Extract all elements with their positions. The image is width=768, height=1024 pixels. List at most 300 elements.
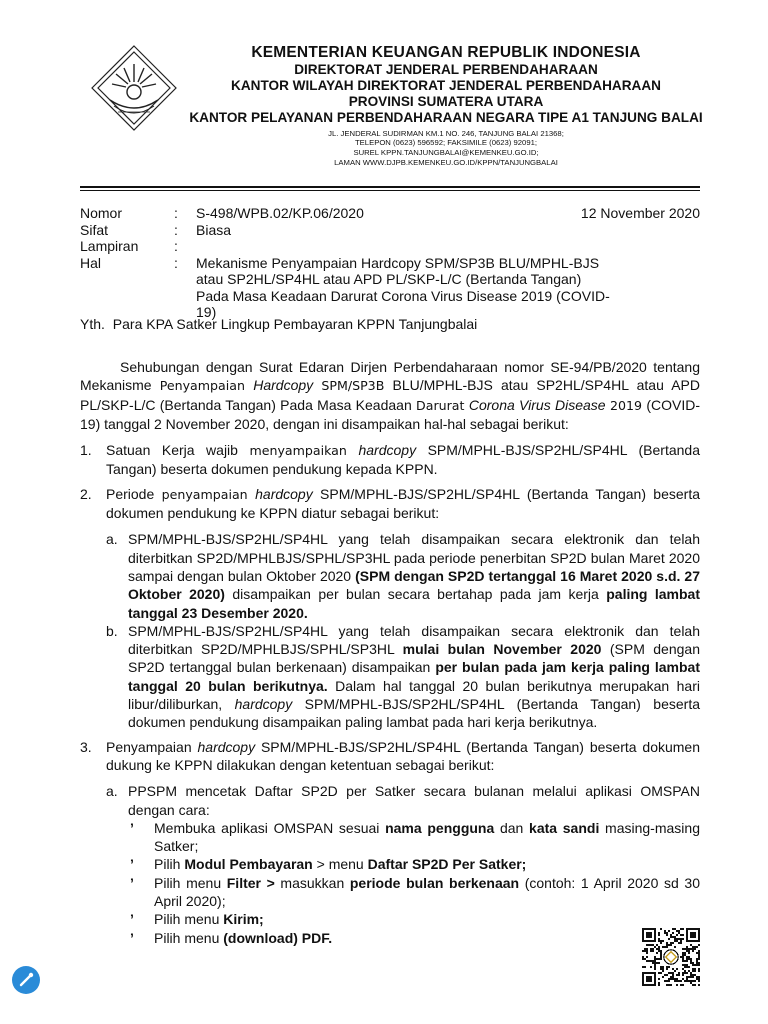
qr-module	[696, 946, 698, 948]
qr-module	[662, 976, 664, 978]
qr-module	[686, 966, 688, 968]
qr-module	[698, 956, 700, 958]
qr-module	[698, 952, 700, 954]
qr-module	[694, 946, 696, 948]
text-run: Pilih menu	[154, 929, 224, 946]
qr-module	[684, 972, 686, 974]
qr-module	[646, 948, 648, 950]
qr-module	[686, 980, 688, 982]
qr-module	[682, 938, 684, 940]
sub-text-line: PPSPM mencetak Daftar SP2D per Satker secara bulanan melalui aplikasi OMSPAN dengan cara:	[128, 783, 700, 818]
text-run: SPM/MPHL-BJS/SP2HL/SP4HL (Bertanda Tangan) beserta dokumen dukung ke KPPN dilakukan dengan ketentuan sebagai berikut:	[106, 738, 701, 773]
qr-module	[690, 980, 692, 982]
qr-module	[646, 944, 648, 946]
qr-module	[690, 960, 692, 962]
text-run: Modul Pembayaran	[184, 856, 313, 873]
text-run: hardcopy	[358, 442, 417, 459]
qr-module	[688, 948, 690, 950]
step-4	[128, 910, 700, 928]
list-text	[106, 738, 700, 947]
qr-module	[688, 970, 690, 972]
qr-module	[668, 972, 670, 974]
text-run: Hardcopy	[253, 377, 314, 394]
letterhead	[186, 44, 706, 168]
colon: :	[174, 254, 178, 271]
text-run: paling lambat tanggal 23 Desember 2020.	[128, 586, 701, 621]
qr-module	[678, 932, 680, 934]
qr-module	[666, 974, 668, 976]
qr-module	[668, 980, 670, 982]
qr-module	[692, 980, 694, 982]
qr-module	[676, 980, 678, 982]
qr-module	[664, 980, 666, 982]
qr-module	[680, 956, 682, 958]
qr-module	[684, 970, 686, 972]
lampiran-value	[196, 238, 700, 255]
qr-module	[670, 944, 672, 946]
text-run: SPM/MPHL-BJS/SP2HL/SP4HL (Bertanda Tangan) beserta dokumen pendukung kepada KPPN.	[106, 442, 700, 478]
sub-item-3a	[106, 782, 700, 947]
qr-module	[682, 948, 684, 950]
qr-module	[678, 972, 680, 974]
text-run: periode bulan berkenaan	[349, 874, 520, 891]
text-run: nama pengguna	[385, 819, 495, 836]
text-run: kata sandi	[529, 819, 600, 836]
qr-module	[658, 962, 660, 964]
qr-module	[660, 954, 662, 956]
qr-module	[652, 948, 654, 950]
text-run: Darurat	[416, 397, 469, 413]
qr-module	[642, 950, 644, 952]
qr-module	[674, 938, 676, 940]
qr-module	[652, 944, 654, 946]
qr-module	[660, 966, 662, 968]
qr-module	[658, 984, 660, 986]
qr-module	[652, 960, 654, 962]
letter-meta	[80, 205, 700, 321]
province-name: PROVINSI SUMATERA UTARA	[348, 93, 544, 109]
qr-module	[698, 976, 700, 978]
hal-label: Hal	[80, 254, 102, 271]
qr-module	[674, 946, 676, 948]
qr-module	[690, 974, 692, 976]
qr-module	[666, 932, 668, 934]
phone-line: TELEPON (0623) 596592; FAKSIMILE (0623) 92091;	[354, 138, 538, 148]
qr-module	[684, 954, 686, 956]
qr-module	[682, 952, 684, 954]
sub-text	[128, 530, 700, 621]
qr-module	[660, 958, 662, 960]
intro-paragraph	[80, 358, 700, 433]
qr-module	[684, 948, 686, 950]
qr-module	[666, 946, 668, 948]
text-run: Dalam hal tanggal 20 bulan berikutnya merupakan hari libur/diliburkan,	[128, 677, 700, 713]
qr-module	[696, 958, 698, 960]
qr-module	[682, 964, 684, 966]
lampiran-row	[80, 238, 700, 255]
qr-module	[692, 968, 694, 970]
qr-module	[676, 978, 678, 980]
list-number: 3.	[80, 738, 92, 755]
qr-module	[682, 954, 684, 956]
qr-module	[674, 978, 676, 980]
qr-module	[682, 972, 684, 974]
qr-module	[664, 930, 666, 932]
qr-module	[642, 956, 644, 958]
qr-module	[692, 946, 694, 948]
qr-module	[696, 978, 698, 980]
text-run: SPM/SP3B	[313, 378, 385, 394]
nomor-value: S-498/WPB.02/KP.06/2020	[196, 205, 364, 221]
qr-module	[660, 952, 662, 954]
text-run: Pilih	[154, 856, 185, 873]
qr-module	[670, 972, 672, 974]
qr-module	[652, 962, 654, 964]
text-run: (COVID-19) tanggal 2 November 2020, dengan ini disampaikan hal-hal sebagai berikut:	[80, 396, 700, 432]
text-run: (SPM dengan SP2D tertanggal 16 Maret 2020 s.d. 27 Oktober 2020)	[128, 567, 700, 603]
text-run: Sehubungan dengan Surat Edaran Dirjen Perbendaharaan nomor SE-94/PB/2020 tentang Mekanisme	[80, 359, 700, 394]
qr-module	[698, 984, 700, 986]
qr-module	[654, 964, 656, 966]
qr-module	[662, 966, 664, 968]
qr-module	[666, 934, 668, 936]
qr-module	[666, 966, 668, 968]
text-run: Membuka aplikasi OMSPAN sesuai	[154, 819, 386, 836]
qr-module	[660, 928, 662, 930]
qr-module	[686, 978, 688, 980]
qr-module	[694, 970, 696, 972]
office-name: KANTOR PELAYANAN PERBENDAHARAAN NEGARA TIPE A1 TANJUNG BALAI	[189, 109, 703, 125]
qr-module	[682, 984, 684, 986]
sifat-value: Biasa	[196, 221, 232, 238]
qr-module	[678, 980, 680, 982]
qr-module	[678, 974, 680, 976]
qr-module	[682, 934, 684, 936]
qr-module	[650, 944, 652, 946]
qr-module	[684, 964, 686, 966]
qr-module	[682, 968, 684, 970]
list-item-3	[80, 738, 700, 947]
qr-module	[698, 968, 700, 970]
pen-icon	[12, 966, 40, 994]
sub-letter: b.	[106, 622, 118, 639]
qr-module	[694, 948, 696, 950]
qr-module	[692, 974, 694, 976]
text-run: (download) PDF.	[223, 929, 333, 946]
qr-module	[666, 980, 668, 982]
qr-module	[670, 934, 672, 936]
qr-module	[690, 944, 692, 946]
qr-module	[646, 960, 648, 962]
qr-module	[650, 950, 652, 952]
qr-module	[660, 968, 662, 970]
qr-module	[672, 936, 674, 938]
qr-module	[680, 934, 682, 936]
text-run: 2019	[605, 397, 643, 413]
list-text	[106, 485, 700, 732]
qr-module	[682, 956, 684, 958]
text-run: Pilih menu	[154, 911, 224, 928]
text-run: Penyampaian	[159, 378, 254, 394]
qr-module	[690, 962, 692, 964]
text-run: penyampaian	[161, 486, 256, 502]
sub-letter: a.	[106, 783, 118, 800]
text-run: disampaikan per bulan secara bertahap pada jam kerja	[224, 586, 607, 603]
qr-module	[698, 944, 700, 946]
qr-module	[686, 948, 688, 950]
hal-value: Mekanisme Penyampaian Hardcopy SPM/SP3B BLU/MPHL-BJS atau SP2HL/SP4HL atau APD PL/SKP-L/C (Bertanda Tangan) Pada Masa Keadaan Darurat Corona Virus Disease 2019 (COVID-19)	[196, 254, 610, 320]
qr-module	[672, 932, 674, 934]
qr-module	[644, 948, 646, 950]
qr-module	[666, 942, 668, 944]
step-text	[154, 855, 700, 873]
qr-module	[656, 962, 658, 964]
step-text	[154, 929, 700, 947]
qr-module	[692, 976, 694, 978]
qr-module	[696, 952, 698, 954]
qr-module	[646, 952, 648, 954]
step-1	[128, 819, 700, 856]
qr-module	[672, 942, 674, 944]
qr-code-icon	[642, 928, 700, 986]
qr-module	[674, 980, 676, 982]
sub-text	[128, 622, 700, 732]
text-run: SPM/MPHL-BJS/SP2HL/SP4HL (Bertanda Tangan) beserta dokumen pendukung ke KPPN diatur sebagai berikut:	[106, 485, 701, 522]
sub-letter: a.	[106, 531, 118, 548]
qr-module	[654, 958, 656, 960]
qr-module	[680, 928, 682, 930]
qr-module	[688, 980, 690, 982]
qr-module	[658, 934, 660, 936]
directorate-name: DIREKTORAT JENDERAL PERBENDAHARAAN	[294, 62, 598, 78]
qr-module	[654, 968, 656, 970]
letter-date: 12 November 2020	[580, 205, 700, 221]
qr-module	[664, 932, 666, 934]
qr-module	[696, 964, 698, 966]
qr-module	[672, 928, 674, 930]
colon: :	[174, 238, 178, 254]
qr-module	[668, 930, 670, 932]
qr-module	[658, 972, 660, 974]
qr-module	[684, 960, 686, 962]
text-run: hardcopy	[255, 485, 313, 502]
qr-module	[692, 950, 694, 952]
qr-module	[698, 958, 700, 960]
blue-circle-badge-icon[interactable]	[12, 966, 40, 994]
letter-body	[80, 358, 700, 953]
step-text	[154, 910, 700, 928]
qr-module	[698, 950, 700, 952]
regional-office-name: KANTOR WILAYAH DIREKTORAT JENDERAL PERBENDAHARAAN	[231, 78, 661, 94]
qr-module	[698, 954, 700, 956]
qr-module	[696, 960, 698, 962]
sub-text	[128, 782, 700, 947]
qr-module	[658, 948, 660, 950]
sub-item-2b	[106, 622, 700, 732]
qr-module	[694, 968, 696, 970]
qr-module	[686, 958, 688, 960]
qr-module	[672, 978, 674, 980]
sifat-label: Sifat	[80, 221, 109, 238]
qr-module	[650, 966, 652, 968]
qr-module	[672, 974, 674, 976]
qr-module	[666, 984, 668, 986]
qr-module	[658, 932, 660, 934]
qr-module	[668, 966, 670, 968]
qr-module	[688, 958, 690, 960]
qr-module	[656, 948, 658, 950]
qr-module	[654, 946, 656, 948]
qr-module	[648, 960, 650, 962]
text-run: per bulan pada jam kerja paling lambat tanggal 20 bulan berikutnya.	[128, 659, 701, 694]
qr-module	[644, 950, 646, 952]
qr-module	[672, 976, 674, 978]
qr-module	[662, 968, 664, 970]
addressee-name: Para KPA Satker Lingkup Pembayaran KPPN Tanjungbalai	[112, 316, 478, 332]
qr-module	[654, 956, 656, 958]
qr-module	[668, 938, 670, 940]
text-run: > menu	[312, 856, 368, 873]
qr-module	[694, 980, 696, 982]
qr-module	[654, 960, 656, 962]
qr-module	[670, 942, 672, 944]
qr-module	[642, 966, 644, 968]
text-run: SPM/MPHL-BJS/SP2HL/SP4HL yang telah disampaikan secara elektronik dan telah diterbitkan SP2D/MPHLBJS/SPHL/SP3HL	[128, 622, 700, 658]
qr-module	[660, 956, 662, 958]
text-run: Kirim;	[223, 911, 264, 928]
qr-module	[688, 950, 690, 952]
qr-module	[692, 948, 694, 950]
qr-module	[698, 970, 700, 972]
addressee-prefix: Yth.	[80, 316, 105, 332]
text-run: Corona Virus Disease	[468, 396, 606, 413]
qr-module	[676, 984, 678, 986]
website-line: LAMAN WWW.DJPB.KEMENKEU.GO.ID/KPPN/TANJUNGBALAI	[334, 157, 558, 167]
qr-module	[678, 942, 680, 944]
qr-module	[658, 978, 660, 980]
qr-module	[694, 974, 696, 976]
qr-module	[688, 952, 690, 954]
qr-module	[672, 968, 674, 970]
qr-module	[652, 950, 654, 952]
qr-module	[668, 978, 670, 980]
step-text	[154, 874, 700, 911]
qr-module	[658, 958, 660, 960]
qr-module	[660, 942, 662, 944]
qr-module	[676, 968, 678, 970]
address-line: JL. JENDERAL SUDIRMAN KM.1 NO. 246, TANJUNG BALAI 21368;	[328, 128, 564, 138]
qr-module	[676, 974, 678, 976]
qr-module	[656, 944, 658, 946]
qr-module	[698, 978, 700, 980]
qr-module	[696, 976, 698, 978]
text-run: masukkan	[274, 874, 350, 891]
qr-module	[678, 938, 680, 940]
qr-module	[662, 940, 664, 942]
qr-module	[690, 948, 692, 950]
qr-module	[698, 980, 700, 982]
bullet-mark: ’	[130, 874, 134, 891]
qr-module	[650, 948, 652, 950]
ministry-name: KEMENTERIAN KEUANGAN REPUBLIK INDONESIA	[251, 44, 641, 61]
qr-module	[658, 940, 660, 942]
email-line: SUREL KPPN.TANJUNGBALAI@KEMENKEU.GO.ID;	[353, 148, 539, 158]
text-run: Daftar SP2D Per Satker;	[367, 856, 527, 873]
hal-row	[80, 255, 700, 321]
qr-module	[656, 958, 658, 960]
qr-module	[692, 964, 694, 966]
qr-module	[648, 944, 650, 946]
qr-module	[650, 960, 652, 962]
text-run: menyampaikan	[249, 443, 359, 459]
qr-module	[658, 950, 660, 952]
qr-module	[668, 944, 670, 946]
qr-module	[676, 934, 678, 936]
qr-module	[690, 958, 692, 960]
qr-module	[646, 950, 648, 952]
letterhead-divider-thick	[80, 186, 700, 188]
qr-module	[684, 980, 686, 982]
nomor-row	[80, 205, 700, 222]
qr-module	[690, 982, 692, 984]
text-run: Satuan Kerja wajib	[106, 442, 250, 459]
qr-module	[654, 966, 656, 968]
sifat-row	[80, 222, 700, 239]
bullet-mark: ’	[130, 856, 134, 873]
text-run: Penyampaian	[106, 738, 198, 755]
qr-module	[660, 940, 662, 942]
qr-module	[658, 938, 660, 940]
qr-module	[682, 958, 684, 960]
text-run: dan	[494, 819, 530, 836]
qr-module	[696, 962, 698, 964]
qr-module	[682, 928, 684, 930]
qr-module	[644, 966, 646, 968]
qr-module	[674, 928, 676, 930]
qr-module	[682, 974, 684, 976]
qr-module	[670, 976, 672, 978]
qr-module	[690, 972, 692, 974]
colon: :	[174, 221, 178, 238]
qr-module	[666, 944, 668, 946]
qr-module	[682, 978, 684, 980]
step-3	[128, 874, 700, 911]
qr-module	[642, 958, 644, 960]
qr-module	[686, 964, 688, 966]
qr-module	[680, 942, 682, 944]
step-2	[128, 855, 700, 873]
qr-module	[686, 956, 688, 958]
colon: :	[174, 205, 178, 221]
qr-module	[680, 980, 682, 982]
qr-module	[692, 970, 694, 972]
text-run: BLU/MPHL-BJS atau SP2HL/SP4HL atau APD PL/SKP-L/C (Bertanda Tangan) Pada Masa Keadaan	[80, 377, 701, 413]
text-run: (SPM dengan SP2D tertanggal bulan berkenaan) disampaikan	[128, 641, 700, 676]
qr-module	[688, 976, 690, 978]
qr-module	[668, 984, 670, 986]
qr-module	[688, 966, 690, 968]
qr-module	[686, 976, 688, 978]
qr-module	[646, 956, 648, 958]
text-run: mulai bulan November 2020	[402, 641, 602, 658]
qr-module	[680, 940, 682, 942]
list-item-2	[80, 485, 700, 732]
qr-module	[698, 964, 700, 966]
qr-module	[664, 974, 666, 976]
qr-module	[658, 946, 660, 948]
text-run: Filter >	[226, 874, 275, 891]
addressee	[80, 316, 481, 332]
